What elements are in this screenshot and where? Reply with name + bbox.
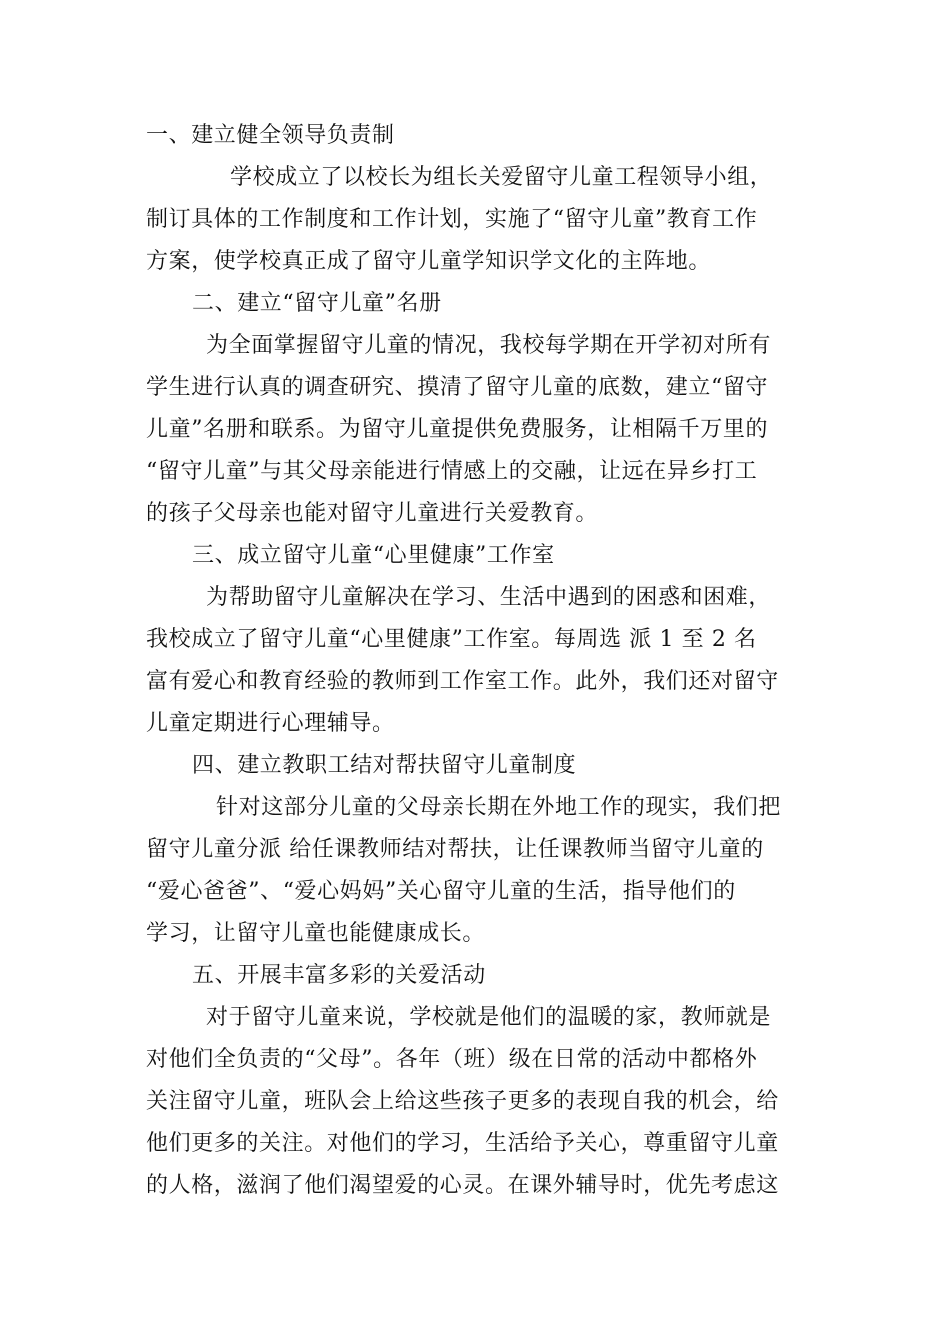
paragraph-line: 儿童定期进行心理辅导。 — [146, 711, 395, 736]
paragraph-line: 方案，使学校真正成了留守儿童学知识学文化的主阵地。 — [146, 249, 712, 274]
paragraph-line: 针对这部分儿童的父母亲长期在外地工作的现实，我们把 — [216, 795, 782, 820]
heading-4: 四、建立教职工结对帮扶留守儿童制度 — [192, 753, 577, 778]
paragraph-line: 为全面掌握留守儿童的情况，我校每学期在开学初对所有 — [206, 333, 772, 358]
paragraph-line: “留守儿童”与其父母亲能进行情感上的交融，让远在异乡打工 — [146, 459, 758, 484]
paragraph-line: 关注留守儿童，班队会上给这些孩子更多的表现自我的机会，给 — [146, 1089, 779, 1114]
paragraph-line: 学习，让留守儿童也能健康成长。 — [146, 921, 486, 946]
paragraph-line: 的人格，滋润了他们渴望爱的心灵。在课外辅导时，优先考虑这 — [146, 1173, 779, 1198]
paragraph-line: 儿童”名册和联系。为留守儿童提供免费服务，让相隔千万里的 — [146, 417, 769, 442]
paragraph-line: 对他们全负责的“父母”。各年（班）级在日常的活动中都格外 — [146, 1047, 758, 1072]
paragraph-line: 制订具体的工作制度和工作计划，实施了“留守儿童”教育工作 — [146, 207, 758, 232]
paragraph-line: 我校成立了留守儿童“心里健康”工作室。每周选 派 1 至 2 名 — [146, 627, 757, 652]
paragraph-line: “爱心爸爸”、“爱心妈妈”关心留守儿童的生活，指导他们的 — [146, 879, 736, 904]
paragraph-line: 为帮助留守儿童解决在学习、生活中遇到的困惑和困难， — [206, 585, 772, 610]
heading-5: 五、开展丰富多彩的关爱活动 — [192, 963, 486, 988]
heading-3: 三、成立留守儿童“心里健康”工作室 — [192, 543, 555, 568]
paragraph-line: 留守儿童分派 给任课教师结对帮扶，让任课教师当留守儿童的 — [146, 837, 764, 862]
heading-2: 二、建立“留守儿童”名册 — [192, 291, 442, 316]
paragraph-line: 对于留守儿童来说，学校就是他们的温暖的家，教师就是 — [206, 1005, 772, 1030]
paragraph-line: 的孩子父母亲也能对留守儿童进行关爱教育。 — [146, 501, 599, 526]
paragraph-line: 学生进行认真的调查研究、摸清了留守儿童的底数，建立“留守 — [146, 375, 769, 400]
paragraph-line: 他们更多的关注。对他们的学习，生活给予关心，尊重留守儿童 — [146, 1131, 779, 1156]
paragraph-line: 学校成立了以校长为组长关爱留守儿童工程领导小组， — [230, 165, 773, 190]
paragraph-line: 富有爱心和教育经验的教师到工作室工作。此外，我们还对留守 — [146, 669, 779, 694]
heading-1: 一、建立健全领导负责制 — [146, 123, 395, 148]
